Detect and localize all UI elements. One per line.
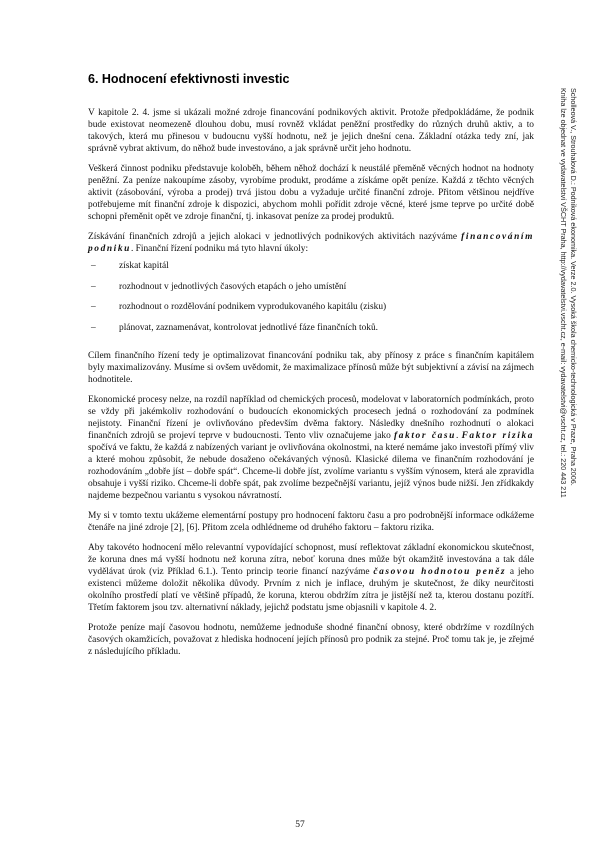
paragraph-1: V kapitole 2. 4. jsme si ukázali možné zdroje financování podnikových aktivit. Protože předpokládáme, že podnik bude existovat neomezeně dlouhou dobu, musí rovněž vkládat peněžní prostředky do různých druhů aktiv, a to takových, která mu přinesou v budoucnu vyšší hodnotu, než je jejich dnešní cena. Základní otázka tedy zní, jak správně vybrat aktivum, do něhož bude investováno, a jak správně určit jeho hodnotu. — [88, 108, 534, 154]
task-list — [88, 260, 534, 342]
list-item-text: získat kapitál — [119, 261, 169, 271]
term-faktor-rizika: Faktor rizika — [461, 431, 535, 441]
list-item-text: plánovat, zaznamenávat, kontrolovat jednotlivé fáze finančních toků. — [119, 322, 379, 333]
term-casova-hodnota-penez: časovou hodnotou peněz — [373, 567, 507, 577]
list-item-text: rozhodnout o rozdělování podnikem vyprodukovaného kapitálu (zisku) — [119, 302, 387, 312]
paragraph-5-text-c: spočívá ve faktu, že každá z nabízených variant je ovlivňována okolnostmi, na které nemáme jako investoři přímý vliv a které mohou způsobit, že nebude dosaženo očekávaných výnosů. Klasické dilema ve finančním rozhodování je rozhodováním „dobře jíst – dobře spát“. Chceme-li dobře jíst, zvolíme variantu s vyšším výnosem, která ale zpravidla obsahuje i vyšší riziko. Chceme-li dobře spát, pak zvolíme bezpečnější variantu, jejíž výnos bude nižší. Jen zřídkakdy najdeme bezpečnou variantu s vysokou návratností. — [88, 443, 534, 501]
list-item-text: rozhodnout v jednotlivých časových etapách o jeho umístění — [119, 281, 347, 292]
page-number: 57 — [295, 820, 305, 830]
paragraph-7 — [88, 542, 534, 614]
paragraph-5-text-b: . — [456, 431, 462, 441]
side-citation-line-2: Kniha lze objednat ve vydavatelství VŠCHT Praha, http://vydavatelstvi.vscht.cz, e-mail: vydavatelstvi@vscht.cz, tel.: 220 443 211 — [559, 88, 569, 498]
paragraph-3-text-b: . Finanční řízení podniku má tyto hlavní úkoly: — [130, 244, 309, 254]
list-dash: – — [91, 261, 96, 271]
side-citation-line-1: Scholleová V., Strouhalová D.: Podniková ekonomika. Verze 2.0. Vysoká škola chemicko-technologická v Praze, Praha 2006. — [569, 88, 578, 486]
paragraph-3 — [88, 231, 534, 255]
paragraph-6: My si v tomto textu ukážeme elementární postupy pro hodnocení faktoru času a pro podrobnější informace odkážeme čtenáře na jiné zdroje [2], [6]. Přitom zcela odhlédneme od druhého faktoru – faktoru rizika. — [88, 511, 534, 533]
paragraph-5-text-a: Ekonomické procesy nelze, na rozdíl například od chemických procesů, modelovat v laboratorních podmínkách, proto se vždy při jakémkoliv rozhodování o budoucích ekonomických procesech jedná o rozhodování za podmínek nejistoty. Finanční řízení je ovlivňováno především dvěma faktory. Následky dnešního rozhodnutí o alokaci finančních zdrojů se projeví teprve v budoucnosti. Tento vliv označujeme jako — [88, 395, 534, 441]
paragraph-2: Veškerá činnost podniku představuje koloběh, během něhož dochází k neustálé přeměně věcných hodnot na hodnoty peněžní. Za peníze nakoupíme zásoby, vyrobíme produkt, prodáme a získáme opět peníze. Každá z těchto věcných aktivit (zásobování, výroba a prodej) trvá jistou dobu a vyžaduje určité finanční zdroje. Přitom většinou nejdříve potřebujeme mít finanční zdroje k dispozici, abychom mohli pořídit zdroje věcné, které jsme teprve po určité době schopni přeměnit opět ve zdroje finanční, tj. inkasovat peníze za prodej produktů. — [88, 164, 534, 222]
list-dash: – — [91, 322, 96, 333]
section-heading: 6. Hodnocení efektivnosti investic — [88, 72, 290, 86]
list-item — [88, 322, 534, 343]
paragraph-5 — [88, 394, 534, 502]
term-faktor-casu: faktor času — [394, 431, 456, 441]
list-dash: – — [91, 281, 96, 292]
list-dash: – — [91, 302, 96, 312]
list-item — [88, 260, 534, 281]
paragraph-3-text-a: Získávání finančních zdrojů a jejich alokaci v jednotlivých podnikových aktivitách nazýváme — [88, 232, 462, 242]
paragraph-7-text-a: Aby takovéto hodnocení mělo relevantní vypovídající schopnost, musí reflektovat základní ekonomickou skutečnost, že koruna dnes má vyšší hodnotu než koruna zítra, neboť koruna dnes může být okamžitě investována a tak dále vydělávat úrok (viz Příklad 6.1.). Tento princip teorie financí nazýváme — [88, 543, 534, 577]
list-item — [88, 281, 534, 302]
paragraph-8: Protože peníze mají časovou hodnotu, nemůžeme jednoduše shodné finanční obnosy, které obdržíme v rozdílných časových okamžicích, považovat z hlediska hodnocení jejích přínosů pro podnik za stejné. Proč tomu tak je, je zřejmé z následujícího příkladu. — [88, 623, 534, 657]
term-financovani-podniku: financováním podniku — [88, 232, 534, 254]
paragraph-4: Cílem finančního řízení tedy je optimalizovat financování podniku tak, aby přínosy z práce s finančním kapitálem byly maximalizovány. Musíme si ovšem uvědomit, že maximalizace přínosů může být subjektivní a závisí na zájmech hodnotitele. — [88, 351, 534, 385]
side-citation — [559, 88, 578, 738]
list-item — [88, 301, 534, 322]
paragraph-7-text-b: a jeho existenci můžeme doložit několika důvody. Prvním z nich je inflace, druhým je skutečnost, že díky neurčitosti okolního prostředí platí ve většině případů, že koruna, kterou obdržím zítra je jistější než ta, kterou dostanu pozítří. Třetím faktorem jsou tzv. alternativní náklady, jejichž podstatu jsme objasnili v kapitole 4. 2. — [88, 567, 534, 613]
body-text — [88, 107, 534, 666]
